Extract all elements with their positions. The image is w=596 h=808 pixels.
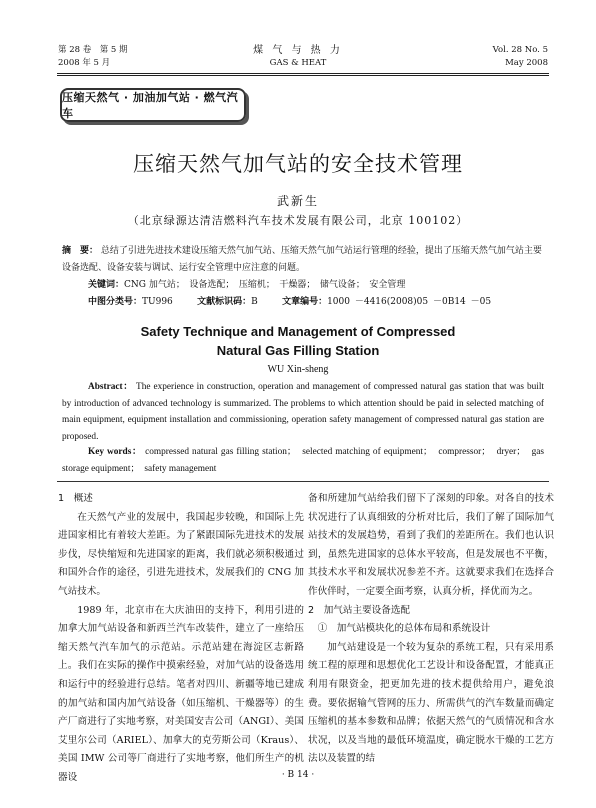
keywords-en xyxy=(62,444,544,477)
affiliation-cn: （北京绿源达清洁燃料汽车技术发展有限公司，北京 100102） xyxy=(127,214,469,227)
journal-name-en: GAS & HEAT xyxy=(269,58,327,68)
abstract-cn-label: 摘 要： xyxy=(62,246,99,256)
keywords-en-label: Key words： xyxy=(88,447,143,457)
abstract-en-label: Abstract： xyxy=(88,382,134,392)
section-heading: 2 加气站主要设备选配 xyxy=(308,604,411,616)
abstract-cn-text: 总结了引进先进技术建设压缩天然气加气站、压缩天然气加气站运行管理的经验，提出了压缩天然气加气站主要设备选配、设备安装与调试、运行安全管理中应注意的问题。 xyxy=(62,246,542,273)
class-value: TU996 xyxy=(142,297,173,307)
abstract-rule xyxy=(57,481,549,482)
doccode-value: B xyxy=(251,297,258,307)
volume-issue-en: Vol. 28 No. 5 xyxy=(492,45,548,55)
class-label: 中图分类号： xyxy=(88,297,143,307)
section-heading: 1 概述 xyxy=(58,493,93,504)
abstract-cn xyxy=(62,243,544,277)
keywords-cn-label: 关键词： xyxy=(88,280,125,290)
journal-volume-en xyxy=(493,44,548,70)
page-number: · B 14 · xyxy=(281,770,315,780)
paragraph: 加气站建设是一个较为复杂的系统工程，只有采用系统工程的原理和思想优化工艺设计和设备配置，才能真正利用有限资金，把更加先进的技术提供给用户，避免浪费。要依据输气管网的压力、所需供气的汽车数量而确定压缩机的基本参数和品牌；依据天然气的气质情况和含水状况，以及当地的最低环境温度，确定脱水干燥的工艺方法以及装置的结 xyxy=(308,641,554,765)
classification-line xyxy=(88,294,491,307)
paragraph: 1989 年，北京市在大庆油田的支持下，利用引进的加拿大加气站设备和新西兰汽车改装件，建立了一座给压缩天然气汽车加气的示范站。示范站建在海淀区志新路上。我们在实际的操作中摸索经验，对加气站的设备选用和运行中的经验进行总结。笔者对四川、新疆等地已建成的加气站和国内加气站设备（如压缩机、干燥器等）的生产厂商进行了实地考察，对美国安吉公司（ANGI）、美国艾里尔公司（ARIEL）、加拿大的克劳斯公司（Kraus）、美国 IMW 公司等厂商进行了实地考察，他们所生产的机器设 xyxy=(58,604,304,783)
paragraph: 在天然气产业的发展中，我国起步较晚，和国际上先进国家相比有着较大差距。为了紧跟国际先进技术的发展步伐，尽快缩短和先进国家的距离，我们就必须积极通过和国外合作的途径，引进先进技术，发展我们的 CNG 加气站技术。 xyxy=(58,511,304,597)
column-banner: 压缩天然气 · 加油加气站 · 燃气汽车 xyxy=(60,88,246,122)
subsection-heading: ① 加气站模块化的总体布局和系统设计 xyxy=(317,623,491,635)
header-rule-thin xyxy=(57,75,549,76)
title-en-line2: Natural Gas Filling Station xyxy=(216,343,380,358)
paragraph: 备和所建加气站给我们留下了深刻的印象。对各自的技术状况进行了认真细致的分析对比后，我们了解了国际加气站技术的发展趋势，看到了我们的差距所在。我们也认识到，虽然先进国家的总体水平较高，但是发展也不平衡，其技术水平和发展状况参差不齐。这就要求我们在选择合作伙伴时，一定要全面考察，认真分析，择优而为之。 xyxy=(308,493,554,597)
title-en-line1: Safety Technique and Management of Compressed xyxy=(140,324,456,339)
keywords-cn xyxy=(88,277,405,290)
header-rule xyxy=(57,73,549,74)
article-number-label: 文章编号： xyxy=(282,297,328,307)
author-en: WU Xin-sheng xyxy=(267,364,329,375)
body-column-right xyxy=(308,490,554,769)
article-title-en xyxy=(0,322,596,360)
journal-name-cn: 煤 气 与 热 力 xyxy=(253,45,343,56)
doccode-label: 文献标识码： xyxy=(197,297,252,307)
article-title-cn: 压缩天然气加气站的安全技术管理 xyxy=(133,152,463,176)
author-cn: 武新生 xyxy=(276,194,319,208)
article-number-value: 1000 －4416(2008)05 －0B14 －05 xyxy=(327,297,492,307)
keywords-en-text: compressed natural gas filling station； selected matching of equipment； compressor； dryer； gas storage equipment； safety management xyxy=(62,447,544,474)
volume-issue: 第 28 卷 第 5 期 xyxy=(58,45,128,55)
body-column-left xyxy=(58,490,304,788)
keywords-cn-text: CNG 加气站； 设备选配； 压缩机； 干燥器； 储气设备； 安全管理 xyxy=(124,280,406,290)
issue-date: 2008 年 5 月 xyxy=(58,58,111,68)
issue-date-en: May 2008 xyxy=(505,58,548,68)
abstract-en-text: The experience in construction, operation and management of compressed natural gas station that was built by introduction of advanced technology is summarized. The problems to which attention should be paid in selected matching of main equipment, equipment installation and commissioning, operation safety management of compressed natural gas station are proposed. xyxy=(62,382,544,442)
abstract-en xyxy=(62,379,544,445)
